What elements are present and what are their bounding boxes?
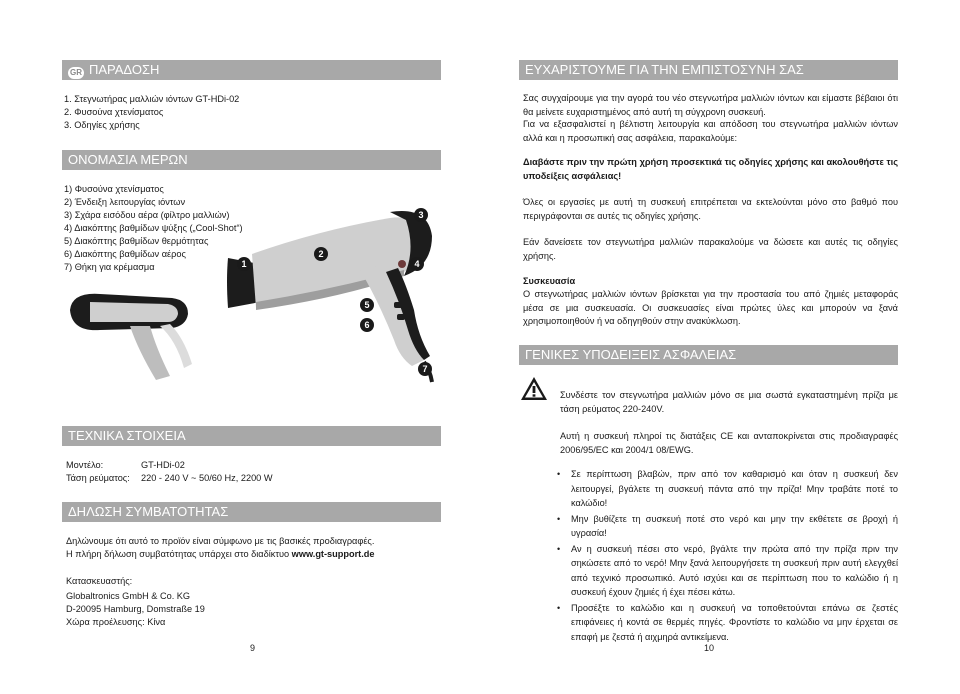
callout-6: 6: [360, 318, 374, 332]
technical-header: [62, 426, 441, 446]
spec-value: 220 - 240 V ~ 50/60 Hz, 2200 W: [141, 473, 273, 483]
parts-title: ΟΝΟΜΑΣΙΑ ΜΕΡΩΝ: [68, 152, 188, 167]
callout-2: 2: [314, 247, 328, 261]
list-item: 1. Στεγνωτήρας μαλλιών ιόντων GT-HDi-02: [64, 94, 240, 104]
technical-title: ΤΕΧΝΙΚΑ ΣΤΟΙΧΕΙΑ: [68, 428, 186, 443]
conformity-line-2-text: Η πλήρη δήλωση συμβατότητας υπάρχει στο διαδίκτυο: [66, 549, 292, 559]
list-item: 5) Διακόπτης βαθμίδων θερμότητας: [64, 236, 209, 246]
manufacturer-name: Globaltronics GmbH & Co. KG: [66, 591, 191, 601]
hair-dryer-illustration: [60, 190, 450, 390]
list-item: • Προσέξτε το καλώδιο και η συσκευή να τοποθετούνται επάνω σε ζεστές επιφάνειες ή κοντά σε θερμές πηγές. Φροντίστε το καλώδιο να μην έρχεται σε επαφή με ζεστά ή αιχμηρά αντικείμενα.: [557, 601, 898, 645]
safety-paragraph-1: Συνδέστε τον στεγνωτήρα μαλλιών μόνο σε μια σωστά εγκαταστημένη πρίζα με τάση ρεύματος 220-240V.: [560, 390, 898, 414]
work-paragraph: Όλες οι εργασίες με αυτή τη συσκευή επιτρέπεται να εκτελούνται μόνο στο βαθμό που περιγράφονται σε αυτές τις οδηγίες χρήσης.: [523, 197, 898, 221]
list-item: 3) Σχάρα εισόδου αέρα (φίλτρο μαλλιών): [64, 210, 230, 220]
safety-paragraph-2: Αυτή η συσκευή πληροί τις διατάξεις CE και ανταποκρίνεται στις προδιαγραφές 2006/95/EC και 2004/1 08/EWG.: [560, 431, 898, 455]
list-item: 4) Διακόπτης βαθμίδων ψύξης („Cool-Shot“): [64, 223, 243, 233]
conformity-title: ΔΗΛΩΣΗ ΣΥΜΒΑΤΟΤΗΤΑΣ: [68, 504, 229, 519]
packaging-title: Συσκευασία: [523, 276, 576, 286]
list-item: • Αν η συσκευή πέσει στο νερό, βγάλτε την πρώτα από την πρίζα πριν την σηκώσετε από το νερό! Μην ξανά λειτουργήσετε τη συσκευή πριν αυτή ελεγχθεί από τεχνικό προσωπικό. Αυτό ισχύει και σε περίπτωση που το καλώδιο ή η συσκευή έχουν ζημιές ή έχει πέσει κάτω.: [557, 542, 898, 600]
manufacturer-origin: Χώρα προέλευσης: Κίνα: [66, 617, 166, 627]
delivery-header: [62, 60, 441, 80]
callout-7: 7: [418, 362, 432, 376]
thanks-paragraph-1: Σας συγχαίρουμε για την αγορά του νέο στεγνωτήρα μαλλιών ιόντων και είμαστε βέβαιοι ότι θα μείνετε ευχαριστημένος από αυτή τη σύγχρονη συσκευή.: [523, 93, 898, 117]
parts-header: [62, 150, 441, 170]
callout-3: 3: [414, 208, 428, 222]
callout-5: 5: [360, 298, 374, 312]
spec-value: GT-HDi-02: [141, 460, 185, 470]
manufacturer-address: D-20095 Hamburg, Domstraße 19: [66, 604, 205, 614]
spec-label: Τάση ρεύματος:: [66, 473, 130, 483]
manufacturer-block: [66, 575, 205, 629]
manufacturer-label: Κατασκευαστής:: [66, 576, 133, 586]
thanks-title: ΕΥΧΑΡΙΣΤΟΥΜΕ ΓΙΑ ΤΗΝ ΕΜΠΙΣΤΟΣΥΝΗ ΣΑΣ: [525, 62, 804, 77]
page-number-right: 10: [704, 643, 715, 653]
delivery-title: ΠΑΡΑΔΟΣΗ: [89, 62, 160, 77]
warning-icon: [520, 376, 548, 401]
list-item: • Μην βυθίζετε τη συσκευή ποτέ στο νερό και μην την εκθέτετε σε βροχή ή υγρασία!: [557, 512, 898, 541]
delivery-list: [64, 93, 239, 132]
list-item: 2) Ένδειξη λειτουργίας ιόντων: [64, 197, 186, 207]
safety-header: [519, 345, 898, 365]
table-row: [66, 459, 273, 472]
support-link[interactable]: www.gt-support.de: [291, 549, 375, 559]
folded-dryer-image: [70, 294, 192, 380]
language-badge: GR: [70, 68, 82, 77]
conformity-line-1: Δηλώνουμε ότι αυτό το προϊόν είναι σύμφωνο με τις βασικές προδιαγραφές.: [66, 536, 375, 546]
spec-label: Μοντέλο:: [66, 460, 104, 470]
table-row: [66, 472, 273, 485]
callout-1: 1: [237, 257, 251, 271]
conformity-header: [62, 502, 441, 522]
thanks-header: [519, 60, 898, 80]
conformity-text: [66, 535, 375, 561]
safety-title: ΓΕΝΙΚΕΣ ΥΠΟΔΕΙΞΕΙΣ ΑΣΦΑΛΕΙΑΣ: [525, 347, 737, 362]
packaging-paragraph: Ο στεγνωτήρας μαλλιών ιόντων βρίσκεται για την προστασία του από ζημιές μεταφοράς μέσα σε μια συσκευασία. Οι συσκευασίες είναι πρώτες ύλες και μπορούν να ξανά χρησιμοποιηθούν ή να οδηγηθούν στην ανακύκλωση.: [523, 289, 898, 326]
safety-bullets: [557, 467, 898, 645]
callout-4: 4: [410, 257, 424, 271]
lend-paragraph: Εάν δανείσετε τον στεγνωτήρα μαλλιών παρακαλούμε να δώσετε και αυτές τις οδηγίες χρήσης.: [523, 237, 898, 261]
list-item: 1) Φυσούνα χτενίσματος: [64, 184, 164, 194]
thanks-paragraph-2: Για να εξασφαλιστεί η βέλτιστη λειτουργία και απόδοση του στεγνωτήρα μαλλιών ιόντων αλλά και η προσωπική σας ασφάλεια, παρακαλούμε:: [523, 119, 898, 143]
page-number-left: 9: [250, 643, 256, 653]
read-instructions-note: Διαβάστε πριν την πρώτη χρήση προσεκτικά τις οδηγίες χρήσης και ακολουθήστε τις υποδείξεις ασφάλειας!: [523, 157, 898, 181]
list-item: 3. Οδηγίες χρήσης: [64, 120, 140, 130]
main-dryer-image: [227, 211, 432, 382]
list-item: 2. Φυσούνα χτενίσματος: [64, 107, 164, 117]
list-item: 7) Θήκη για κρέμασμα: [64, 262, 155, 272]
list-item: 6) Διακόπτης βαθμίδων αέρος: [64, 249, 186, 259]
list-item: • Σε περίπτωση βλαβών, πριν από τον καθαρισμό και όταν η συσκευή δεν λειτουργεί, βγάλετε τη συσκευή πάντα από την πρίζα! Μην τραβάτε ποτέ το καλώδιο!: [557, 467, 898, 511]
conformity-line-2: [66, 548, 375, 561]
specs-table: [66, 459, 273, 485]
